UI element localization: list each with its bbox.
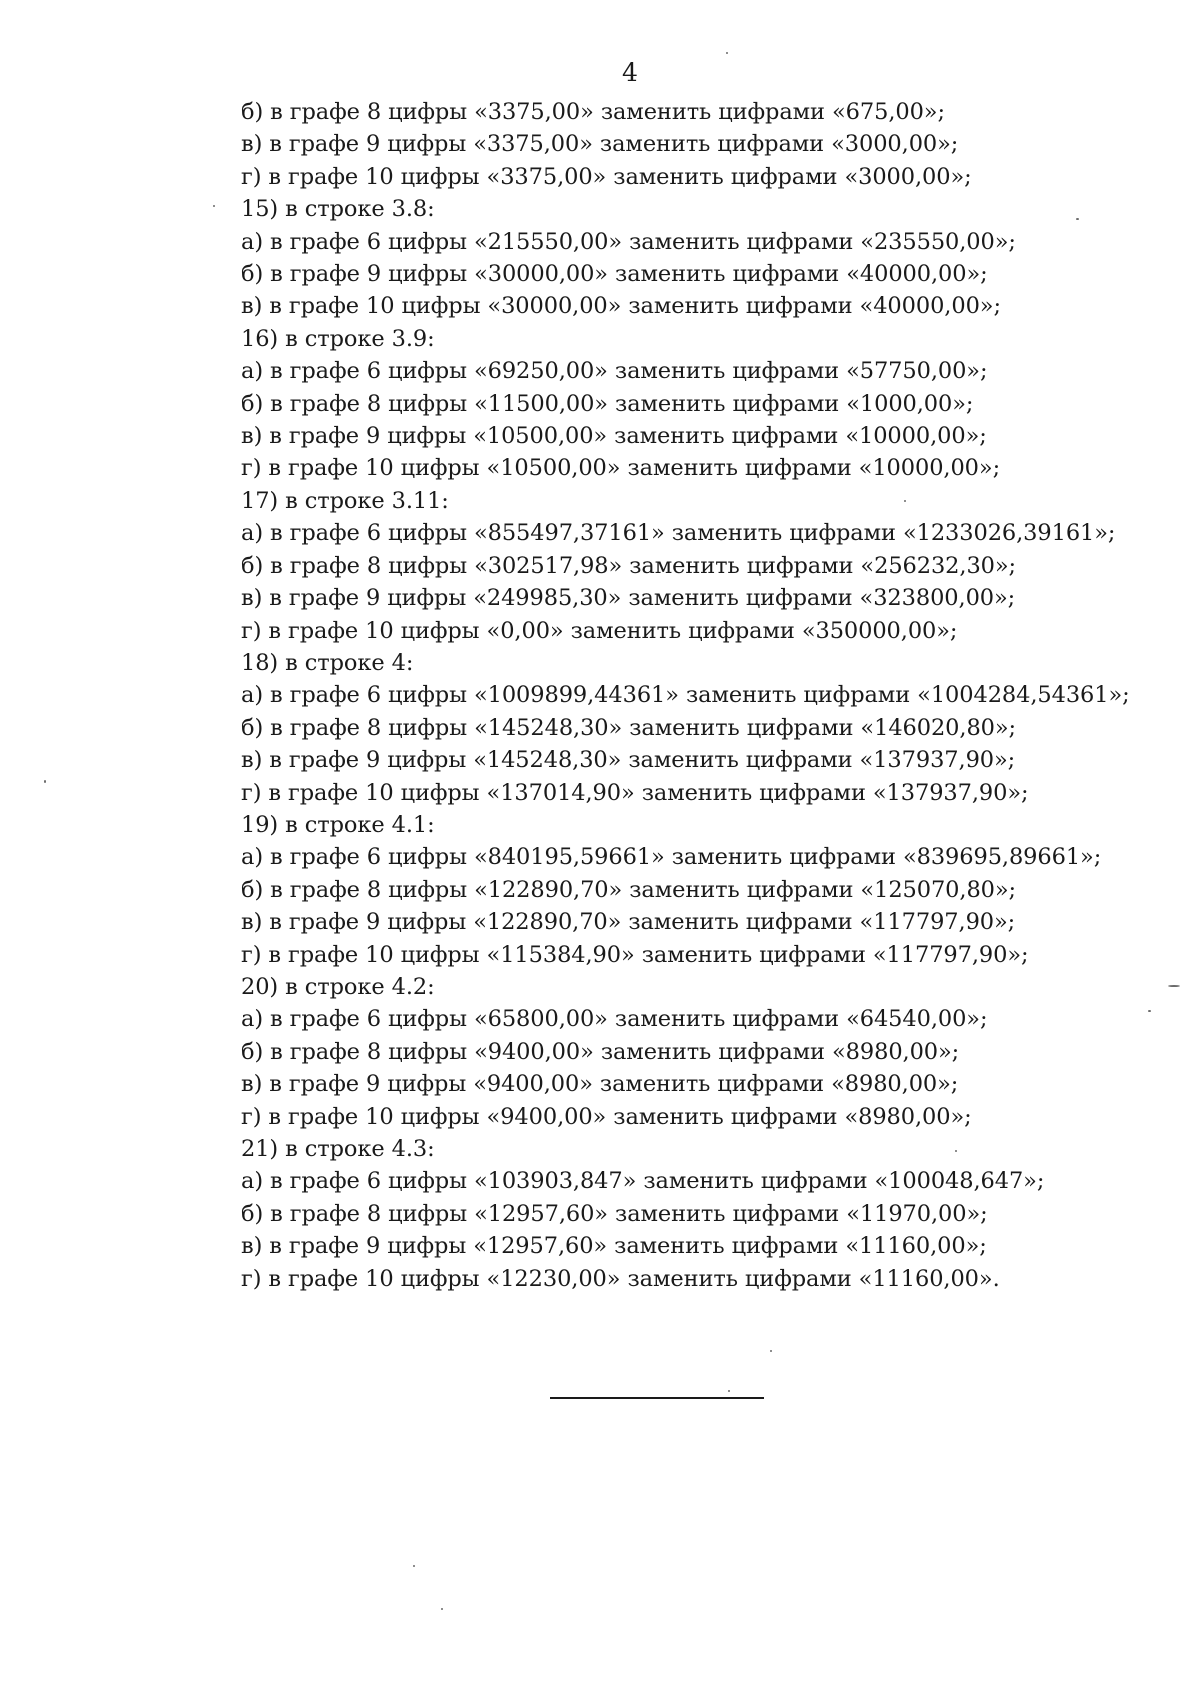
scan-speck [1148, 1010, 1151, 1012]
amendment-line: б) в графе 8 цифры «11500,00» заменить цифрами «1000,00»; [241, 390, 974, 417]
amendment-line: в) в графе 9 цифры «122890,70» заменить цифрами «117797,90»; [241, 909, 1016, 936]
amendment-line: а) в графе 6 цифры «840195,59661» заменить цифрами «839695,89661»; [241, 844, 1102, 871]
scan-speck [44, 780, 46, 783]
amendment-line: г) в графе 10 цифры «10500,00» заменить цифрами «10000,00»; [241, 455, 1001, 482]
amendment-line: г) в графе 10 цифры «3375,00» заменить цифрами «3000,00»; [241, 163, 972, 190]
scan-speck [1168, 985, 1180, 987]
amendment-line: 15) в строке 3.8: [241, 196, 435, 223]
amendment-line: 19) в строке 4.1: [241, 811, 435, 838]
scan-speck [955, 1150, 957, 1152]
page-number: 4 [622, 58, 638, 87]
amendment-line: 18) в строке 4: [241, 649, 414, 676]
scan-speck [770, 1350, 772, 1352]
amendment-line: в) в графе 9 цифры «10500,00» заменить цифрами «10000,00»; [241, 423, 987, 450]
amendment-line: 21) в строке 4.3: [241, 1136, 435, 1162]
amendment-line: б) в графе 8 цифры «12957,60» заменить цифрами «11970,00»; [241, 1200, 988, 1227]
amendment-line: г) в графе 10 цифры «12230,00» заменить цифрами «11160,00». [241, 1265, 1000, 1292]
scan-speck [1076, 218, 1079, 220]
end-of-text-rule [550, 1397, 764, 1399]
amendment-line: в) в графе 9 цифры «12957,60» заменить цифрами «11160,00»; [241, 1233, 987, 1260]
amendment-list [241, 96, 1161, 1295]
amendment-line: б) в графе 8 цифры «145248,30» заменить цифрами «146020,80»; [241, 714, 1017, 741]
scan-speck [413, 1565, 415, 1567]
amendment-line: в) в графе 9 цифры «9400,00» заменить цифрами «8980,00»; [241, 1071, 959, 1098]
amendment-line: г) в графе 10 цифры «137014,90» заменить цифрами «137937,90»; [241, 779, 1029, 806]
amendment-line: 16) в строке 3.9: [241, 325, 435, 352]
scan-speck [726, 52, 728, 54]
amendment-line: б) в графе 8 цифры «122890,70» заменить цифрами «125070,80»; [241, 876, 1017, 903]
amendment-line: г) в графе 10 цифры «115384,90» заменить цифрами «117797,90»; [241, 941, 1029, 968]
amendment-line: а) в графе 6 цифры «65800,00» заменить цифрами «64540,00»; [241, 1006, 988, 1033]
amendment-line: б) в графе 8 цифры «302517,98» заменить цифрами «256232,30»; [241, 552, 1017, 579]
amendment-line: б) в графе 8 цифры «3375,00» заменить цифрами «675,00»; [241, 99, 945, 125]
scan-speck [213, 205, 215, 207]
amendment-line: а) в графе 6 цифры «855497,37161» заменить цифрами «1233026,39161»; [241, 520, 1116, 547]
amendment-line: в) в графе 9 цифры «3375,00» заменить цифрами «3000,00»; [241, 131, 959, 158]
amendment-line: б) в графе 9 цифры «30000,00» заменить цифрами «40000,00»; [241, 261, 988, 288]
amendment-line: а) в графе 6 цифры «1009899,44361» заменить цифрами «1004284,54361»; [241, 682, 1130, 709]
amendment-line: 20) в строке 4.2: [241, 973, 435, 1000]
amendment-line: в) в графе 9 цифры «249985,30» заменить цифрами «323800,00»; [241, 585, 1016, 612]
scan-speck [728, 1390, 730, 1392]
amendment-line: а) в графе 6 цифры «103903,847» заменить цифрами «100048,647»; [241, 1168, 1045, 1195]
amendment-line: в) в графе 9 цифры «145248,30» заменить цифрами «137937,90»; [241, 747, 1016, 774]
amendment-line: а) в графе 6 цифры «69250,00» заменить цифрами «57750,00»; [241, 358, 988, 385]
amendment-line: г) в графе 10 цифры «0,00» заменить цифрами «350000,00»; [241, 617, 958, 644]
amendment-line: 17) в строке 3.11: [241, 487, 449, 514]
scan-speck [441, 1608, 443, 1610]
amendment-line: а) в графе 6 цифры «215550,00» заменить цифрами «235550,00»; [241, 228, 1016, 255]
amendment-line: б) в графе 8 цифры «9400,00» заменить цифрами «8980,00»; [241, 1038, 960, 1065]
amendment-line: г) в графе 10 цифры «9400,00» заменить цифрами «8980,00»; [241, 1103, 972, 1130]
amendment-line: в) в графе 10 цифры «30000,00» заменить цифрами «40000,00»; [241, 293, 1001, 320]
scan-speck [904, 500, 906, 502]
